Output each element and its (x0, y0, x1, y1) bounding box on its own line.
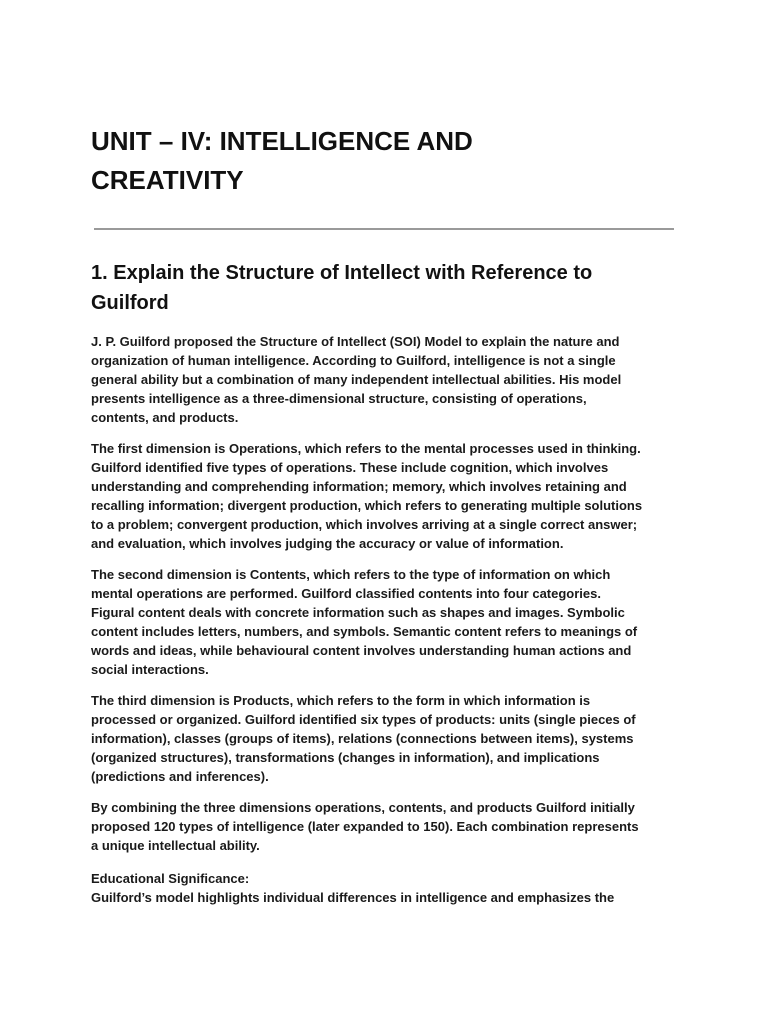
section-heading-line: 1. Explain the Structure of Intellect with Reference to (91, 262, 593, 284)
text-line: processed or organized. Guilford identified six types of products: units (single pieces of (91, 712, 636, 727)
text-line: (predictions and inferences). (91, 769, 269, 784)
text-line: Figural content deals with concrete information such as shapes and images. Symbolic (91, 605, 625, 620)
paragraph-combination (91, 798, 691, 855)
text-line: words and ideas, while behavioural content involves understanding human actions and (91, 643, 632, 658)
text-line: By combining the three dimensions operations, contents, and products Guilford initially (91, 800, 635, 815)
paragraph-contents (91, 565, 691, 679)
significance-label: Educational Significance: (91, 871, 250, 886)
text-line: presents intelligence as a three-dimensional structure, consisting of operations, (91, 391, 587, 406)
text-line: Guilford identified five types of operations. These include cognition, which involves (91, 460, 609, 475)
text-line: proposed 120 types of intelligence (later expanded to 150). Each combination represents (91, 819, 639, 834)
text-line: (organized structures), transformations (changes in information), and implications (91, 750, 600, 765)
text-line: and evaluation, which involves judging the accuracy or value of information. (91, 536, 564, 551)
text-line: organization of human intelligence. According to Guilford, intelligence is not a single (91, 353, 616, 368)
text-line: The first dimension is Operations, which refers to the mental processes used in thinking. (91, 441, 641, 456)
text-line: to a problem; convergent production, which involves arriving at a single correct answer; (91, 517, 638, 532)
educational-significance (91, 869, 691, 907)
text-line: recalling information; divergent production, which refers to generating multiple solutions (91, 498, 643, 513)
text-line: The third dimension is Products, which refers to the form in which information is (91, 693, 591, 708)
text-line: understanding and comprehending information; memory, which involves retaining and (91, 479, 627, 494)
unit-title (91, 122, 651, 200)
section-divider (94, 228, 674, 230)
text-line: general ability but a combination of many independent intellectual abilities. His model (91, 372, 622, 387)
unit-title-line: UNIT – IV: INTELLIGENCE AND (91, 126, 473, 156)
text-line: contents, and products. (91, 410, 239, 425)
text-line: J. P. Guilford proposed the Structure of Intellect (SOI) Model to explain the nature and (91, 334, 620, 349)
section-heading (91, 258, 681, 318)
text-line: social interactions. (91, 662, 209, 677)
text-line: information), classes (groups of items), relations (connections between items), systems (91, 731, 634, 746)
paragraph-intro (91, 332, 691, 427)
text-line: mental operations are performed. Guilford classified contents into four categories. (91, 586, 601, 601)
text-line: content includes letters, numbers, and symbols. Semantic content refers to meanings of (91, 624, 638, 639)
text-line: Guilford’s model highlights individual differences in intelligence and emphasizes the (91, 890, 615, 905)
unit-title-line: CREATIVITY (91, 165, 244, 195)
paragraph-operations (91, 439, 691, 553)
section-heading-line: Guilford (91, 292, 169, 314)
text-line: a unique intellectual ability. (91, 838, 260, 853)
article-body (91, 332, 691, 907)
text-line: The second dimension is Contents, which refers to the type of information on which (91, 567, 611, 582)
paragraph-products (91, 691, 691, 786)
